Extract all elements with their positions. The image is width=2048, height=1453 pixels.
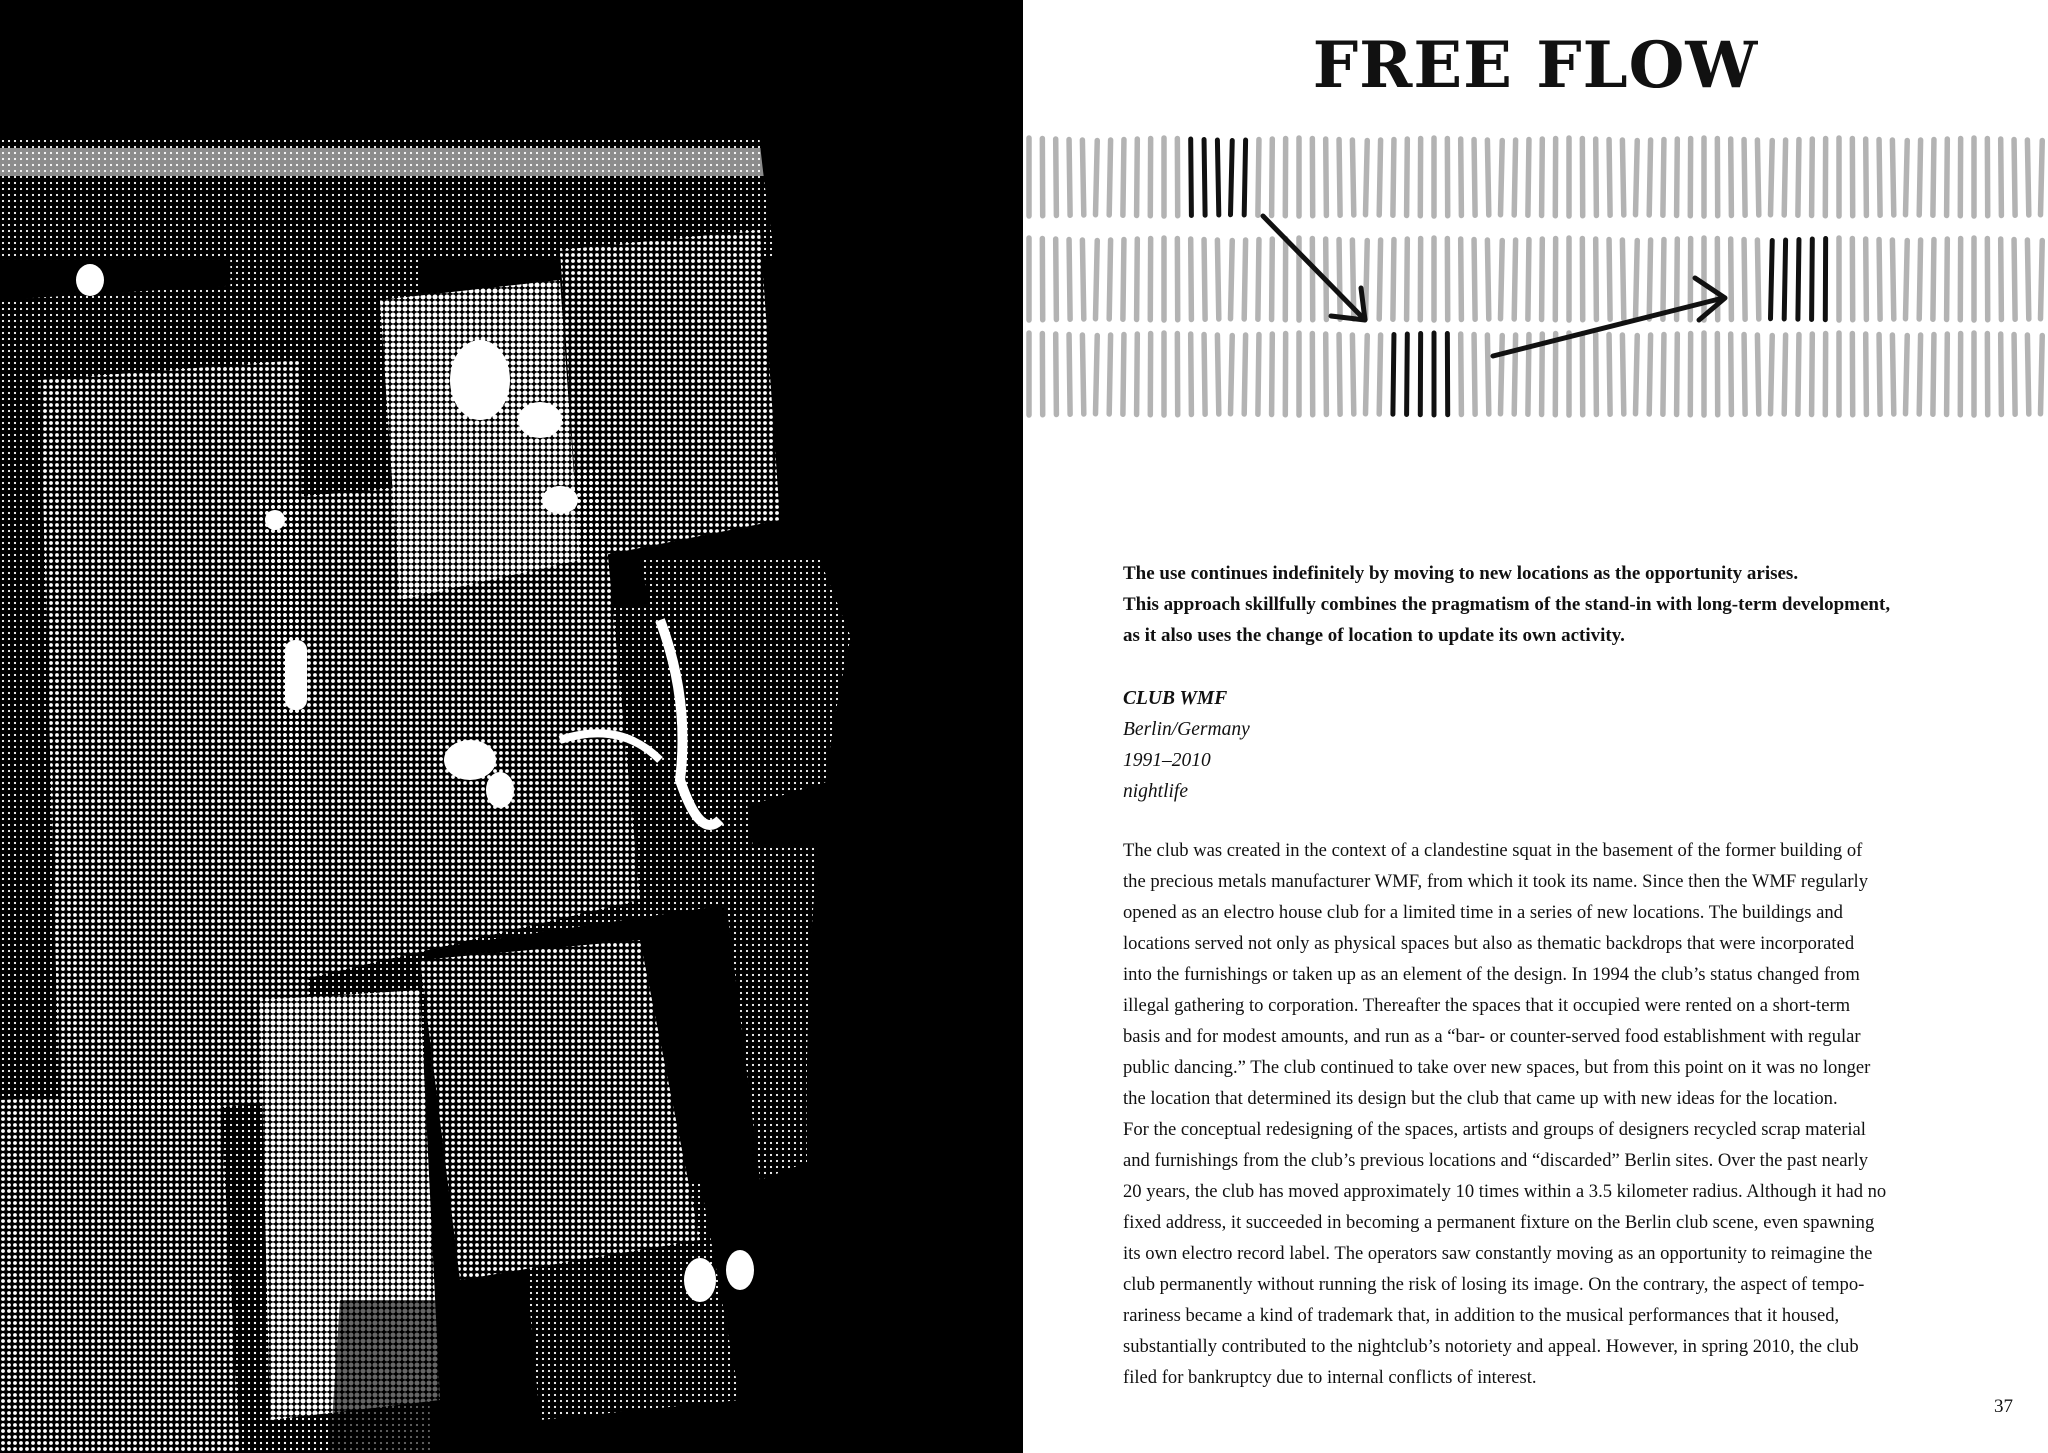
- tally-mark-gray: [1744, 140, 1745, 216]
- lead-line: The use continues indefinitely by moving to new locations as the opportunity arises.: [1123, 563, 1799, 584]
- tally-mark-gray: [1744, 335, 1745, 415]
- tally-mark-gray: [1137, 239, 1138, 320]
- tally-mark-gray: [1663, 140, 1664, 216]
- tally-mark-gray: [1933, 140, 1934, 216]
- tally-mark-gray: [1379, 240, 1380, 319]
- tally-mark-gray: [1123, 140, 1124, 216]
- lead-line: This approach skillfully combines the pragmatism of the stand-in with long-term development,: [1123, 594, 1891, 615]
- tally-mark-gray: [1514, 140, 1515, 215]
- tally-mark-gray: [1096, 141, 1098, 215]
- body-paragraph: [1123, 835, 2003, 1393]
- tally-mark-gray: [1082, 240, 1083, 319]
- tally-mark-gray: [1771, 141, 1773, 215]
- tally-mark-gray: [1217, 335, 1218, 414]
- tally-mark-gray: [1663, 335, 1664, 415]
- tally-mark-gray: [1744, 240, 1745, 320]
- tally-mark-black: [1231, 141, 1233, 215]
- body-line: For the conceptual redesigning of the spaces, artists and groups of designers recycled scrap material: [1123, 1119, 1866, 1140]
- halftone-photo: [0, 0, 1023, 1453]
- body-line: the precious metals manufacturer WMF, from which it took its name. Since then the WMF regularly: [1123, 871, 1869, 892]
- tally-mark-gray: [1109, 140, 1110, 215]
- tally-mark-gray: [1461, 239, 1462, 320]
- tally-mark-gray: [1244, 335, 1245, 414]
- body-line: opened as an electro house club for a limited time in a series of new locations. The buildings and: [1123, 902, 1843, 923]
- body-line: the location that determined its design but the club that came up with new ideas for the location.: [1123, 1088, 1838, 1109]
- body-line: public dancing.” The club continued to take over new spaces, but from this point on it was no longer: [1123, 1057, 1871, 1078]
- tally-mark-gray: [1757, 335, 1758, 414]
- text-page: [1023, 0, 2048, 1453]
- tally-mark-gray: [1244, 240, 1245, 319]
- tally-mark-gray: [1892, 335, 1893, 414]
- tally-mark-black: [1217, 140, 1218, 215]
- tally-mark-gray: [1542, 239, 1543, 320]
- project-category: nightlife: [1123, 781, 1188, 802]
- tally-mark-gray: [1879, 240, 1880, 320]
- tally-mark-gray: [1892, 140, 1893, 215]
- tally-mark-gray: [1636, 336, 1638, 414]
- tally-mark-gray: [1812, 334, 1813, 415]
- project-name: CLUB WMF: [1123, 688, 1228, 709]
- tally-mark-gray: [1947, 139, 1948, 216]
- body-line: rariness became a kind of trademark that, in addition to the musical performances that it housed,: [1123, 1305, 1840, 1326]
- tally-mark-gray: [1474, 140, 1475, 216]
- tally-mark-gray: [1528, 240, 1529, 320]
- tally-mark-gray: [1919, 335, 1920, 414]
- tally-mark-black: [1244, 140, 1245, 215]
- tally-mark-gray: [1393, 240, 1394, 320]
- tally-mark-gray: [1272, 239, 1273, 320]
- tally-mark-gray: [1352, 335, 1353, 414]
- tally-mark-gray: [2041, 241, 2043, 319]
- tally-mark-gray: [1919, 240, 1920, 319]
- tally-mark-gray: [1879, 335, 1880, 415]
- tally-mark-gray: [1906, 241, 1908, 319]
- tally-mark-gray: [2027, 240, 2028, 319]
- tally-mark-gray: [1731, 239, 1732, 320]
- tally-mark-gray: [1204, 335, 1205, 415]
- tally-mark-gray: [1366, 336, 1368, 414]
- tally-mark-gray: [1379, 140, 1380, 215]
- tally-mark-gray: [2027, 140, 2028, 215]
- tally-mark-gray: [1636, 241, 1638, 319]
- tally-mark-black: [1204, 140, 1205, 216]
- tally-mark-gray: [1514, 335, 1515, 414]
- tally-mark-gray: [1474, 335, 1475, 415]
- tally-mark-gray: [1123, 335, 1124, 415]
- tally-mark-gray: [1366, 141, 1368, 215]
- body-line: fixed address, it succeeded in becoming a permanent fixture on the Berlin club scene, even spawning: [1123, 1212, 1875, 1233]
- tally-mark-gray: [1622, 140, 1623, 215]
- tally-mark-gray: [1879, 140, 1880, 216]
- body-line: and furnishings from the club’s previous locations and “discarded” Berlin sites. Over the past nearly: [1123, 1150, 1869, 1171]
- body-line: filed for bankruptcy due to internal conflicts of interest.: [1123, 1367, 1537, 1388]
- tally-mark-gray: [1339, 140, 1340, 216]
- tally-mark-gray: [2014, 240, 2015, 320]
- tally-mark-gray: [1609, 240, 1610, 320]
- tally-mark-gray: [1272, 334, 1273, 415]
- tally-mark-gray: [1096, 241, 1098, 319]
- tally-mark-gray: [1784, 335, 1785, 414]
- tally-mark-gray: [1542, 139, 1543, 216]
- tally-mark-gray: [1123, 240, 1124, 320]
- tally-mark-gray: [1258, 240, 1259, 320]
- tally-mark-gray: [1636, 141, 1638, 215]
- tally-mark-gray: [1258, 335, 1259, 415]
- body-line: illegal gathering to corporation. Thereafter the spaces that it occupied were rented on a short-term: [1123, 995, 1851, 1016]
- tally-mark-gray: [1379, 335, 1380, 414]
- tally-mark-gray: [1663, 240, 1664, 320]
- tally-mark-gray: [1069, 335, 1070, 415]
- tally-mark-gray: [1501, 241, 1503, 319]
- tally-mark-gray: [1461, 139, 1462, 216]
- tally-mark-gray: [1757, 140, 1758, 215]
- tally-mark-gray: [1109, 240, 1110, 319]
- page-number: 37: [1994, 1396, 2013, 1417]
- tally-mark-gray: [1866, 239, 1867, 320]
- tally-mark-gray: [1649, 140, 1650, 215]
- tally-mark-gray: [1677, 334, 1678, 415]
- tally-mark-gray: [1501, 141, 1503, 215]
- tally-mark-gray: [1731, 334, 1732, 415]
- tally-mark-gray: [1056, 334, 1057, 415]
- tally-mark-gray: [1906, 141, 1908, 215]
- tally-mark-gray: [1947, 239, 1948, 320]
- tally-mark-gray: [1069, 240, 1070, 320]
- tally-mark-gray: [2014, 335, 2015, 415]
- project-location: Berlin/Germany: [1123, 719, 1250, 740]
- tally-mark-gray: [1906, 336, 1908, 414]
- body-line: substantially contributed to the nightclub’s notoriety and appeal. However, in spring 2010, the club: [1123, 1336, 1859, 1357]
- tally-mark-gray: [1272, 139, 1273, 216]
- project-info: [1123, 683, 1250, 807]
- tally-mark-gray: [1609, 140, 1610, 216]
- project-years: 1991–2010: [1123, 750, 1211, 771]
- tally-mark-gray: [1056, 139, 1057, 216]
- tally-mark-gray: [1082, 140, 1083, 215]
- tally-mark-gray: [1109, 335, 1110, 414]
- tally-mark-gray: [2001, 334, 2002, 415]
- tally-mark-gray: [1649, 240, 1650, 319]
- tally-mark-gray: [1596, 239, 1597, 320]
- tally-mark-black: [1798, 240, 1799, 320]
- tally-mark-gray: [1812, 139, 1813, 216]
- tally-mark-gray: [1326, 334, 1327, 415]
- tally-mark-gray: [1407, 139, 1408, 216]
- tally-mark-gray: [1919, 140, 1920, 215]
- tally-mark-black: [1393, 335, 1394, 415]
- body-line: The club was created in the context of a clandestine squat in the basement of the former building of: [1123, 840, 1863, 861]
- lead-line: as it also uses the change of location to update its own activity.: [1123, 625, 1625, 646]
- tally-mark-gray: [1487, 335, 1488, 414]
- tally-mark-gray: [1947, 334, 1948, 415]
- tally-mark-gray: [2014, 140, 2015, 216]
- tally-mark-gray: [1407, 239, 1408, 320]
- tally-mark-gray: [1933, 240, 1934, 320]
- tally-mark-black: [1771, 241, 1773, 319]
- tally-mark-gray: [1892, 240, 1893, 319]
- body-line: into the furnishings or taken up as an element of the design. In 1994 the club’s status changed from: [1123, 964, 1860, 985]
- tally-mark-gray: [1501, 336, 1503, 414]
- tally-mark-gray: [1514, 240, 1515, 319]
- tally-mark-gray: [1798, 140, 1799, 216]
- tally-mark-gray: [1798, 335, 1799, 415]
- photo-image: [0, 0, 1023, 1453]
- tally-mark-gray: [1069, 140, 1070, 216]
- lead-paragraph: [1123, 558, 2003, 651]
- tally-mark-gray: [1096, 336, 1098, 414]
- tally-mark-gray: [1056, 239, 1057, 320]
- tally-marks-diagram: [1023, 128, 2048, 418]
- tally-mark-gray: [1137, 139, 1138, 216]
- tally-mark-black: [1191, 139, 1192, 216]
- tally-mark-gray: [1231, 241, 1233, 319]
- tally-mark-gray: [1258, 140, 1259, 216]
- body-line: basis and for modest amounts, and run as a “bar- or counter-served food establishment with regular: [1123, 1026, 1861, 1047]
- tally-mark-gray: [1082, 335, 1083, 414]
- tally-mark-gray: [1622, 335, 1623, 414]
- page-title: FREE FLOW: [1312, 28, 1759, 103]
- tally-mark-gray: [1771, 336, 1773, 414]
- tally-mark-gray: [1231, 336, 1233, 414]
- tally-mark-black: [1784, 240, 1785, 319]
- tally-mark-gray: [1622, 240, 1623, 319]
- tally-mark-gray: [1461, 334, 1462, 415]
- tally-mark-gray: [1757, 240, 1758, 319]
- tally-mark-gray: [2001, 139, 2002, 216]
- tally-mark-gray: [1487, 240, 1488, 319]
- tally-mark-gray: [1528, 140, 1529, 216]
- tally-mark-gray: [1866, 139, 1867, 216]
- tally-mark-gray: [1933, 335, 1934, 415]
- tally-mark-gray: [1596, 139, 1597, 216]
- tally-mark-gray: [1677, 139, 1678, 216]
- tally-mark-black: [1407, 334, 1408, 415]
- body-line: 20 years, the club has moved approximately 10 times within a 3.5 kilometer radius. Although it had no: [1123, 1181, 1887, 1202]
- tally-mark-gray: [2027, 335, 2028, 414]
- tally-mark-gray: [1474, 240, 1475, 320]
- tally-mark-gray: [1191, 334, 1192, 415]
- tally-mark-gray: [1339, 240, 1340, 320]
- body-line: its own electro record label. The operators saw constantly moving as an opportunity to reimagine the: [1123, 1243, 1873, 1264]
- tally-mark-gray: [1191, 239, 1192, 320]
- tally-mark-gray: [1339, 335, 1340, 415]
- tally-mark-gray: [1609, 335, 1610, 415]
- tally-mark-gray: [1204, 240, 1205, 320]
- tally-mark-gray: [2041, 336, 2043, 414]
- tally-mark-gray: [2041, 141, 2043, 215]
- tally-mark-gray: [1137, 334, 1138, 415]
- tally-mark-gray: [1731, 139, 1732, 216]
- tally-mark-gray: [1866, 334, 1867, 415]
- tally-mark-gray: [1784, 140, 1785, 215]
- tally-mark-gray: [1326, 139, 1327, 216]
- tally-mark-gray: [1352, 140, 1353, 215]
- tally-mark-black: [1812, 239, 1813, 320]
- tally-mark-gray: [1393, 140, 1394, 216]
- tally-mark-gray: [1487, 140, 1488, 215]
- body-line: club permanently without running the risk of losing its image. On the contrary, the aspect of tempo-: [1123, 1274, 1865, 1295]
- tally-mark-gray: [1649, 335, 1650, 414]
- tally-mark-gray: [2001, 239, 2002, 320]
- body-line: locations served not only as physical spaces but also as thematic backdrops that were incorporated: [1123, 933, 1855, 954]
- tally-mark-gray: [1596, 334, 1597, 415]
- tally-mark-gray: [1217, 240, 1218, 319]
